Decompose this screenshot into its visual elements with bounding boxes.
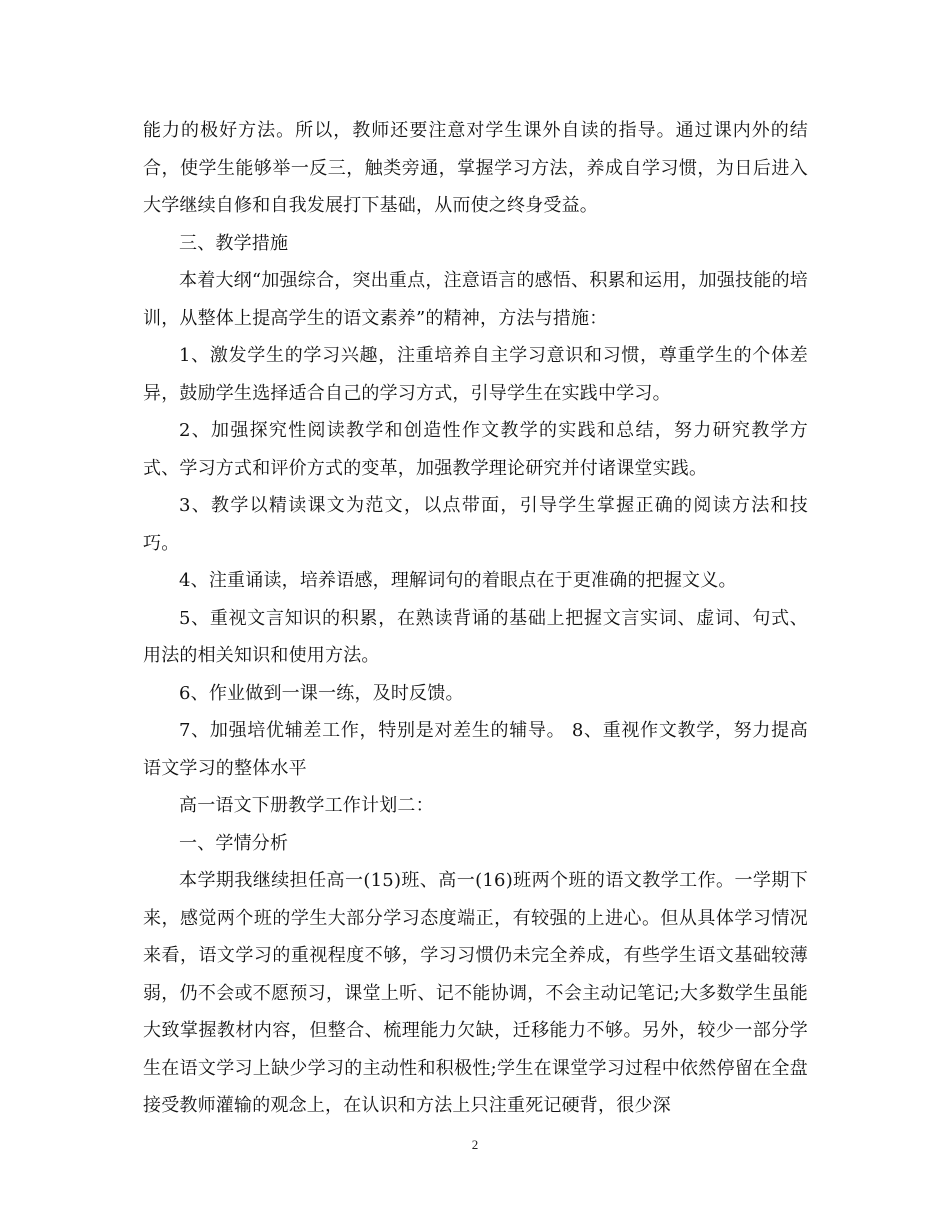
list-item-measure-4: 4、注重诵读，培养语感，理解词句的着眼点在于更准确的把握文义。 [179,570,737,591]
list-item-measure-1: 1、激发学生的学习兴趣，注重培养自主学习意识和习惯，尊重学生的个体差异，鼓励学生选择适合自己的学习方式，引导学生在实践中学习。 [143,345,808,404]
document-body [143,112,808,1125]
list-item-measure-5: 5、重视文言知识的积累，在熟读背诵的基础上把握文言实词、虚词、句式、用法的相关知识和使用方法。 [143,607,808,666]
page-number: 2 [471,1137,479,1152]
paragraph-student-analysis: 本学期我继续担任高一(15)班、高一(16)班两个班的语文教学工作。一学期下来，感觉两个班的学生大部分学习态度端正，有较强的上进心。但从具体学习情况来看，语文学习的重视程度不够，学习习惯仍未完全养成，有些学生语文基础较薄弱，仍不会或不愿预习，课堂上听、记不能协调，不会主动记笔记;大多数学生虽能大致掌握教材内容，但整合、梳理能力欠缺，迁移能力不够。另外，较少一部分学生在语文学习上缺少学习的主动性和积极性;学生在课堂学习过程中依然停留在全盘接受教师灌输的观念上，在认识和方法上只注重死记硬背，很少深 [143,870,808,1116]
list-item-measure-2: 2、加强探究性阅读教学和创造性作文教学的实践和总结，努力研究教学方式、学习方式和评价方式的变革，加强教学理论研究并付诸课堂实践。 [143,420,808,479]
plan-two-title: 高一语文下册教学工作计划二： [179,795,434,816]
list-item-measure-3: 3、教学以精读课文为范文，以点带面，引导学生掌握正确的阅读方法和技巧。 [143,495,808,554]
list-item-measure-7-8: 7、加强培优辅差工作，特别是对差生的辅导。 8、重视作文教学，努力提高语文学习的整体水平 [143,720,808,779]
section-heading-teaching-measures: 三、教学措施 [179,232,289,254]
paragraph-syllabus-principle: 本着大纲“加强综合，突出重点，注意语言的感悟、积累和运用，加强技能的培训，从整体上提高学生的语文素养”的精神，方法与措施： [143,270,808,329]
section-heading-student-analysis: 一、学情分析 [179,832,289,854]
paragraph-continuation: 能力的极好方法。所以，教师还要注意对学生课外自读的指导。通过课内外的结合，使学生能够举一反三，触类旁通，掌握学习方法，养成自学习惯，为日后进入大学继续自修和自我发展打下基础，从而使之终身受益。 [143,120,808,216]
list-item-measure-6: 6、作业做到一课一练，及时反馈。 [179,682,464,704]
